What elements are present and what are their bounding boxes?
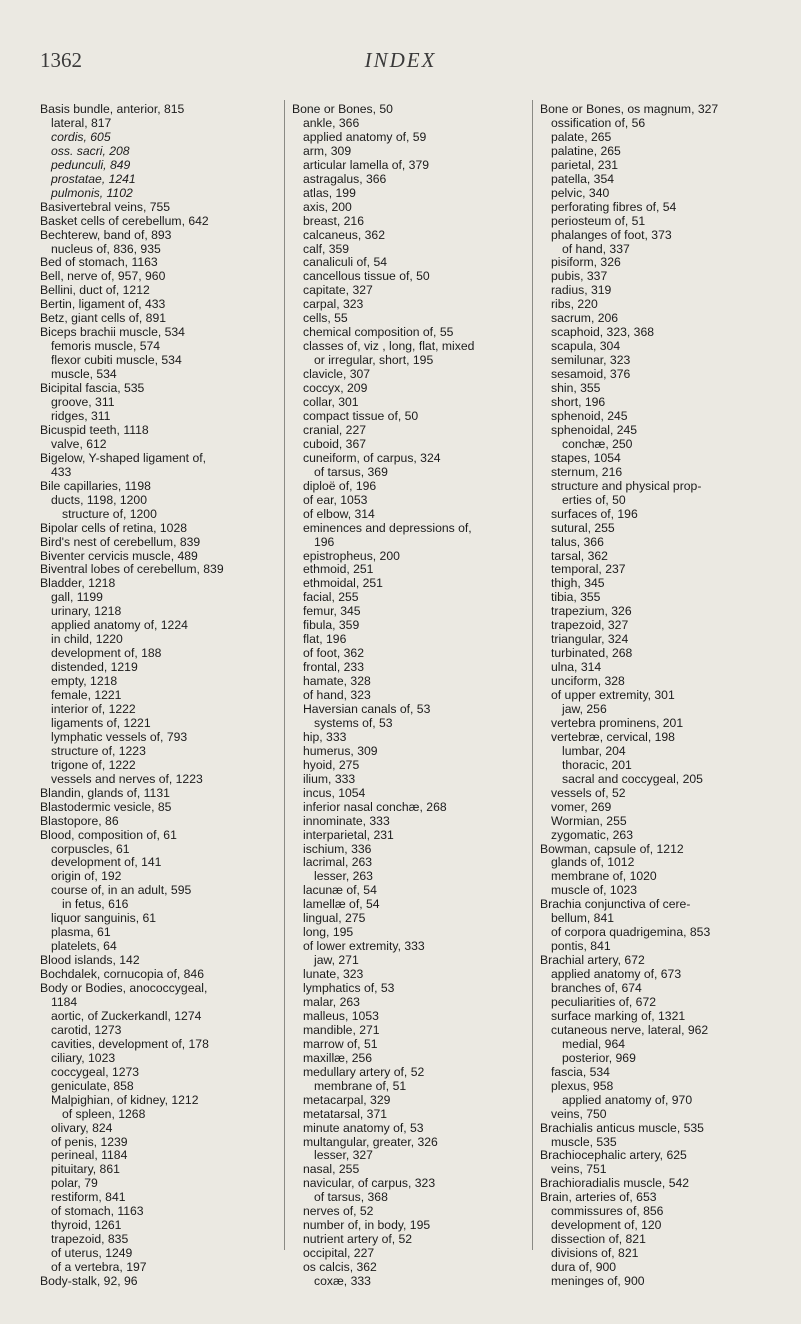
index-subentry: of corpora quadrigemina, 853 bbox=[551, 925, 711, 940]
index-entry: Blandin, glands of, 1131 bbox=[40, 785, 170, 800]
index-entry: Bipolar cells of retina, 1028 bbox=[40, 520, 188, 535]
index-subentry: femoris muscle, 574 bbox=[51, 339, 161, 354]
index-subentry: hip, 333 bbox=[303, 729, 347, 744]
index-subentry: groove, 311 bbox=[51, 395, 115, 410]
index-subentry: metatarsal, 371 bbox=[303, 1106, 388, 1121]
index-subentry: sutural, 255 bbox=[551, 520, 615, 535]
index-subentry: structure of, 1200 bbox=[62, 506, 157, 521]
index-subentry: erties of, 50 bbox=[562, 492, 626, 507]
index-subentry: trapezoid, 327 bbox=[551, 618, 629, 633]
index-subentry: of hand, 323 bbox=[303, 688, 371, 703]
index-subentry: ciliary, 1023 bbox=[51, 1050, 116, 1065]
index-subentry: cutaneous nerve, lateral, 962 bbox=[551, 1022, 709, 1037]
index-entry: Biventral lobes of cerebellum, 839 bbox=[40, 562, 224, 577]
index-subentry: lateral, 817 bbox=[51, 115, 112, 130]
index-subentry: malar, 263 bbox=[303, 995, 360, 1009]
index-subentry: frontal, 233 bbox=[303, 660, 364, 675]
index-subentry: tibia, 355 bbox=[551, 590, 601, 605]
index-subentry: long, 195 bbox=[303, 925, 354, 940]
index-subentry: semilunar, 323 bbox=[551, 353, 631, 368]
index-subentry: triangular, 324 bbox=[551, 632, 629, 647]
index-subentry: epistropheus, 200 bbox=[303, 548, 400, 563]
index-subentry: pisiform, 326 bbox=[551, 255, 621, 270]
index-entry: Brachia conjunctiva of cere- bbox=[540, 897, 691, 912]
index-subentry: aortic, of Zuckerkandl, 1274 bbox=[51, 1008, 202, 1023]
page-number: 1362 bbox=[40, 48, 82, 72]
index-subentry: articular lamella of, 379 bbox=[303, 157, 429, 172]
index-subentry: lumbar, 204 bbox=[562, 743, 626, 758]
index-subentry: arm, 309 bbox=[303, 143, 352, 158]
index-subentry: marrow of, 51 bbox=[303, 1036, 378, 1051]
running-head: INDEX bbox=[364, 48, 437, 72]
index-subentry: lacunæ of, 54 bbox=[303, 883, 377, 898]
index-subentry: pituitary, 861 bbox=[51, 1162, 120, 1177]
index-subentry: clavicle, 307 bbox=[303, 367, 371, 382]
index-subentry: vomer, 269 bbox=[551, 799, 612, 814]
index-subentry: lamellæ of, 54 bbox=[303, 897, 380, 912]
index-column-2 bbox=[292, 103, 536, 1289]
index-subentry: systems of, 53 bbox=[314, 715, 393, 730]
index-subentry: navicular, of carpus, 323 bbox=[303, 1176, 436, 1191]
index-subentry: ilium, 333 bbox=[303, 771, 356, 786]
index-subentry: short, 196 bbox=[551, 395, 606, 410]
index-subentry: fibula, 359 bbox=[303, 618, 360, 633]
index-subentry: development of, 120 bbox=[551, 1218, 662, 1233]
index-subentry: perineal, 1184 bbox=[51, 1148, 128, 1163]
index-subentry: lunate, 323 bbox=[303, 967, 364, 982]
index-subentry: posterior, 969 bbox=[562, 1050, 636, 1065]
index-subentry: lymphatics of, 53 bbox=[303, 981, 395, 996]
index-subentry: 196 bbox=[314, 534, 335, 549]
index-subentry: thyroid, 1261 bbox=[51, 1218, 122, 1233]
index-subentry: mandible, 271 bbox=[303, 1022, 380, 1037]
index-subentry: development of, 141 bbox=[51, 855, 162, 870]
index-subentry: femur, 345 bbox=[303, 604, 361, 619]
index-subentry: ulna, 314 bbox=[551, 660, 602, 675]
index-subentry: sphenoidal, 245 bbox=[551, 422, 638, 437]
index-subentry: flexor cubiti muscle, 534 bbox=[51, 353, 182, 368]
index-subentry: lacrimal, 263 bbox=[303, 855, 373, 870]
index-subentry: thigh, 345 bbox=[551, 576, 605, 591]
index-entry: Body or Bodies, anococcygeal, bbox=[40, 981, 208, 996]
index-subentry: trigone of, 1222 bbox=[51, 757, 136, 772]
index-subentry: cancellous tissue of, 50 bbox=[303, 269, 430, 284]
index-entry: Basket cells of cerebellum, 642 bbox=[40, 213, 209, 228]
index-entry: Bertin, ligament of, 433 bbox=[40, 297, 166, 312]
index-entry: Brachioradialis muscle, 542 bbox=[540, 1176, 690, 1191]
index-subentry: jaw, 271 bbox=[314, 953, 359, 968]
index-subentry: capitate, 327 bbox=[303, 283, 373, 298]
index-entry: Brachiocephalic artery, 625 bbox=[540, 1148, 687, 1163]
index-subentry: cranial, 227 bbox=[303, 422, 367, 437]
index-subentry: trapezium, 326 bbox=[551, 604, 632, 619]
index-subentry: female, 1221 bbox=[51, 688, 122, 703]
index-subentry: in fetus, 616 bbox=[62, 897, 129, 912]
index-subentry: pulmonis, 1102 bbox=[51, 185, 133, 200]
index-subentry: periosteum of, 51 bbox=[551, 213, 646, 228]
index-subentry: ossification of, 56 bbox=[551, 115, 646, 130]
index-entry: Brain, arteries of, 653 bbox=[540, 1190, 657, 1205]
index-subentry: multangular, greater, 326 bbox=[303, 1134, 438, 1149]
index-entry: Brachial artery, 672 bbox=[540, 953, 645, 968]
index-subentry: cordis, 605 bbox=[51, 129, 111, 144]
index-entry: Bigelow, Y-shaped ligament of, bbox=[40, 450, 206, 465]
index-entry: Bone or Bones, 50 bbox=[292, 102, 393, 116]
index-subentry: scaphoid, 323, 368 bbox=[551, 325, 654, 340]
index-subentry: 433 bbox=[51, 464, 72, 479]
index-subentry: humerus, 309 bbox=[303, 743, 378, 758]
index-subentry: muscle of, 1023 bbox=[551, 883, 638, 898]
index-entry: Bell, nerve of, 957, 960 bbox=[40, 269, 166, 284]
index-subentry: cuboid, 367 bbox=[303, 436, 367, 451]
index-subentry: of spleen, 1268 bbox=[62, 1106, 146, 1121]
index-subentry: divisions of, 821 bbox=[551, 1246, 639, 1261]
index-subentry: facial, 255 bbox=[303, 590, 359, 605]
index-subentry: minute anatomy of, 53 bbox=[303, 1120, 424, 1135]
index-subentry: inferior nasal conchæ, 268 bbox=[303, 799, 447, 814]
index-subentry: malleus, 1053 bbox=[303, 1008, 379, 1023]
index-subentry: ischium, 336 bbox=[303, 841, 372, 856]
index-subentry: course of, in an adult, 595 bbox=[51, 883, 192, 898]
index-subentry: sphenoid, 245 bbox=[551, 408, 628, 423]
index-subentry: fascia, 534 bbox=[551, 1064, 610, 1079]
index-subentry: pelvic, 340 bbox=[551, 185, 610, 200]
index-subentry: liquor sanguinis, 61 bbox=[51, 911, 157, 926]
column-divider bbox=[284, 100, 285, 1250]
index-subentry: lesser, 263 bbox=[314, 869, 373, 884]
index-subentry: trapezoid, 835 bbox=[51, 1232, 129, 1247]
index-subentry: medial, 964 bbox=[562, 1036, 626, 1051]
index-subentry: metacarpal, 329 bbox=[303, 1092, 391, 1107]
index-subentry: polar, 79 bbox=[51, 1176, 98, 1191]
index-subentry: of penis, 1239 bbox=[51, 1134, 128, 1149]
index-subentry: ridges, 311 bbox=[51, 408, 111, 423]
index-subentry: diploë of, 196 bbox=[303, 478, 377, 493]
index-subentry: scapula, 304 bbox=[551, 339, 621, 354]
index-subentry: flat, 196 bbox=[303, 632, 347, 647]
index-subentry: of ear, 1053 bbox=[303, 492, 368, 507]
index-subentry: medullary artery of, 52 bbox=[303, 1064, 425, 1079]
index-subentry: hamate, 328 bbox=[303, 674, 371, 689]
index-entry: Bochdalek, cornucopia of, 846 bbox=[40, 967, 204, 982]
page-header bbox=[0, 0, 801, 90]
index-subentry: dura of, 900 bbox=[551, 1260, 617, 1275]
index-subentry: Malpighian, of kidney, 1212 bbox=[51, 1092, 199, 1107]
index-subentry: cuneiform, of carpus, 324 bbox=[303, 450, 441, 465]
index-subentry: number of, in body, 195 bbox=[303, 1218, 431, 1233]
index-subentry: of stomach, 1163 bbox=[51, 1204, 144, 1219]
index-subentry: parietal, 231 bbox=[551, 157, 619, 172]
index-subentry: jaw, 256 bbox=[562, 701, 607, 716]
index-subentry: sacral and coccygeal, 205 bbox=[562, 771, 703, 786]
index-entry: Bowman, capsule of, 1212 bbox=[540, 841, 684, 856]
index-subentry: surfaces of, 196 bbox=[551, 506, 638, 521]
index-subentry: coxæ, 333 bbox=[314, 1274, 371, 1289]
index-subentry: valve, 612 bbox=[51, 436, 107, 451]
index-subentry: phalanges of foot, 373 bbox=[551, 227, 672, 242]
index-subentry: origin of, 192 bbox=[51, 869, 122, 884]
index-subentry: os calcis, 362 bbox=[303, 1260, 377, 1275]
index-subentry: tarsal, 362 bbox=[551, 548, 608, 563]
index-subentry: of uterus, 1249 bbox=[51, 1246, 133, 1261]
index-subentry: vertebræ, cervical, 198 bbox=[551, 729, 675, 744]
index-subentry: branches of, 674 bbox=[551, 981, 642, 996]
index-entry: Bechterew, band of, 893 bbox=[40, 227, 172, 242]
index-subentry: collar, 301 bbox=[303, 395, 359, 410]
index-subentry: lymphatic vessels of, 793 bbox=[51, 729, 188, 744]
index-entry: Bile capillaries, 1198 bbox=[40, 478, 151, 493]
index-subentry: distended, 1219 bbox=[51, 660, 138, 675]
index-entry: Bird's nest of cerebellum, 839 bbox=[40, 534, 201, 549]
index-subentry: meninges of, 900 bbox=[551, 1274, 645, 1289]
index-subentry: innominate, 333 bbox=[303, 813, 390, 828]
index-subentry: plasma, 61 bbox=[51, 925, 111, 940]
index-subentry: vessels of, 52 bbox=[551, 785, 626, 800]
index-entry: Bicipital fascia, 535 bbox=[40, 381, 145, 396]
index-subentry: membrane of, 1020 bbox=[551, 869, 657, 884]
index-subentry: interior of, 1222 bbox=[51, 701, 136, 716]
index-subentry: nucleus of, 836, 935 bbox=[51, 241, 161, 256]
index-entry: Blood, composition of, 61 bbox=[40, 827, 177, 842]
index-subentry: coccygeal, 1273 bbox=[51, 1064, 140, 1079]
index-subentry: pontis, 841 bbox=[551, 939, 611, 954]
index-subentry: applied anatomy of, 59 bbox=[303, 129, 427, 144]
index-subentry: veins, 751 bbox=[551, 1162, 607, 1177]
index-subentry: ethmoid, 251 bbox=[303, 562, 374, 577]
index-entry: Bone or Bones, os magnum, 327 bbox=[540, 102, 719, 116]
index-subentry: 1184 bbox=[51, 995, 78, 1009]
index-subentry: stapes, 1054 bbox=[551, 450, 621, 465]
index-subentry: sesamoid, 376 bbox=[551, 367, 631, 382]
index-subentry: hyoid, 275 bbox=[303, 757, 360, 772]
index-subentry: canaliculi of, 54 bbox=[303, 255, 388, 270]
index-column-3 bbox=[540, 103, 792, 1289]
index-subentry: ribs, 220 bbox=[551, 297, 598, 312]
index-subentry: applied anatomy of, 673 bbox=[551, 967, 682, 982]
index-subentry: carotid, 1273 bbox=[51, 1022, 122, 1037]
index-subentry: patella, 354 bbox=[551, 171, 615, 186]
index-entry: Bed of stomach, 1163 bbox=[40, 255, 158, 270]
index-subentry: empty, 1218 bbox=[51, 674, 118, 689]
index-subentry: calcaneus, 362 bbox=[303, 227, 385, 242]
index-subentry: of tarsus, 368 bbox=[314, 1190, 388, 1205]
index-subentry: conchæ, 250 bbox=[562, 436, 633, 451]
index-subentry: radius, 319 bbox=[551, 283, 612, 298]
index-entry: Blastodermic vesicle, 85 bbox=[40, 799, 172, 814]
index-subentry: shin, 355 bbox=[551, 381, 601, 396]
index-subentry: sacrum, 206 bbox=[551, 311, 619, 326]
index-subentry: ligaments of, 1221 bbox=[51, 715, 151, 730]
index-subentry: dissection of, 821 bbox=[551, 1232, 646, 1247]
index-subentry: perforating fibres of, 54 bbox=[551, 199, 677, 214]
index-subentry: maxillæ, 256 bbox=[303, 1050, 373, 1065]
index-subentry: temporal, 237 bbox=[551, 562, 626, 577]
index-subentry: zygomatic, 263 bbox=[551, 827, 633, 842]
index-subentry: Wormian, 255 bbox=[551, 813, 627, 828]
index-subentry: turbinated, 268 bbox=[551, 646, 633, 661]
index-subentry: structure and physical prop- bbox=[551, 478, 702, 493]
index-subentry: of hand, 337 bbox=[562, 241, 630, 256]
index-entry: Body-stalk, 92, 96 bbox=[40, 1274, 138, 1289]
index-subentry: oss. sacri, 208 bbox=[51, 143, 130, 158]
index-subentry: breast, 216 bbox=[303, 213, 364, 228]
index-entry: Biventer cervicis muscle, 489 bbox=[40, 548, 198, 563]
index-entry: Biceps brachii muscle, 534 bbox=[40, 325, 185, 340]
index-subentry: muscle, 534 bbox=[51, 367, 117, 382]
index-subentry: lingual, 275 bbox=[303, 911, 366, 926]
index-subentry: restiform, 841 bbox=[51, 1190, 126, 1205]
index-subentry: olivary, 824 bbox=[51, 1120, 113, 1135]
index-subentry: vessels and nerves of, 1223 bbox=[51, 771, 203, 786]
index-entry: Blastopore, 86 bbox=[40, 813, 119, 828]
index-subentry: sternum, 216 bbox=[551, 464, 623, 479]
index-subentry: ethmoidal, 251 bbox=[303, 576, 383, 591]
index-subentry: palate, 265 bbox=[551, 129, 612, 144]
index-subentry: veins, 750 bbox=[551, 1106, 607, 1121]
index-entry: Betz, giant cells of, 891 bbox=[40, 311, 167, 326]
index-subentry: vertebra prominens, 201 bbox=[551, 715, 684, 730]
index-subentry: prostatae, 1241 bbox=[51, 171, 136, 186]
index-subentry: peculiarities of, 672 bbox=[551, 995, 657, 1009]
index-subentry: axis, 200 bbox=[303, 199, 352, 214]
index-subentry: incus, 1054 bbox=[303, 785, 366, 800]
index-subentry: nasal, 255 bbox=[303, 1162, 360, 1177]
index-subentry: talus, 366 bbox=[551, 534, 604, 549]
index-subentry: classes of, viz , long, flat, mixed bbox=[303, 339, 475, 354]
index-subentry: muscle, 535 bbox=[551, 1134, 617, 1149]
index-subentry: surface marking of, 1321 bbox=[551, 1008, 686, 1023]
index-subentry: compact tissue of, 50 bbox=[303, 408, 419, 423]
index-subentry: ankle, 366 bbox=[303, 115, 360, 130]
index-subentry: nutrient artery of, 52 bbox=[303, 1232, 413, 1247]
index-subentry: of a vertebra, 197 bbox=[51, 1260, 147, 1275]
index-entry: Bellini, duct of, 1212 bbox=[40, 283, 150, 298]
index-entry: Brachialis anticus muscle, 535 bbox=[540, 1120, 704, 1135]
index-subentry: coccyx, 209 bbox=[303, 381, 368, 396]
index-subentry: applied anatomy of, 970 bbox=[562, 1092, 693, 1107]
index-column-1 bbox=[40, 103, 284, 1289]
index-entry: Blood islands, 142 bbox=[40, 953, 140, 968]
index-subentry: urinary, 1218 bbox=[51, 604, 122, 619]
index-subentry: gall, 1199 bbox=[51, 590, 103, 605]
index-subentry: cavities, development of, 178 bbox=[51, 1036, 209, 1051]
index-subentry: of upper extremity, 301 bbox=[551, 688, 675, 703]
index-subentry: membrane of, 51 bbox=[314, 1078, 407, 1093]
index-subentry: pubis, 337 bbox=[551, 269, 608, 284]
index-subentry: in child, 1220 bbox=[51, 632, 123, 647]
index-subentry: of foot, 362 bbox=[303, 646, 364, 661]
index-subentry: development of, 188 bbox=[51, 646, 162, 661]
index-entry: Bladder, 1218 bbox=[40, 576, 116, 591]
index-subentry: palatine, 265 bbox=[551, 143, 621, 158]
index-subentry: plexus, 958 bbox=[551, 1078, 614, 1093]
index-subentry: ducts, 1198, 1200 bbox=[51, 492, 147, 507]
index-entry: Basis bundle, anterior, 815 bbox=[40, 102, 185, 116]
index-subentry: chemical composition of, 55 bbox=[303, 325, 454, 340]
index-subentry: applied anatomy of, 1224 bbox=[51, 618, 188, 633]
index-subentry: pedunculi, 849 bbox=[51, 157, 131, 172]
index-subentry: atlas, 199 bbox=[303, 185, 356, 200]
index-subentry: corpuscles, 61 bbox=[51, 841, 130, 856]
index-subentry: commissures of, 856 bbox=[551, 1204, 664, 1219]
index-subentry: bellum, 841 bbox=[551, 911, 615, 926]
index-subentry: astragalus, 366 bbox=[303, 171, 387, 186]
index-subentry: carpal, 323 bbox=[303, 297, 364, 312]
index-subentry: or irregular, short, 195 bbox=[314, 353, 434, 368]
index-subentry: of lower extremity, 333 bbox=[303, 939, 425, 954]
index-subentry: interparietal, 231 bbox=[303, 827, 394, 842]
index-subentry: unciform, 328 bbox=[551, 674, 625, 689]
index-subentry: structure of, 1223 bbox=[51, 743, 146, 758]
index-subentry: lesser, 327 bbox=[314, 1148, 373, 1163]
index-subentry: of tarsus, 369 bbox=[314, 464, 388, 479]
index-subentry: occipital, 227 bbox=[303, 1246, 375, 1261]
index-subentry: calf, 359 bbox=[303, 241, 350, 256]
index-subentry: cells, 55 bbox=[303, 311, 348, 326]
index-subentry: glands of, 1012 bbox=[551, 855, 635, 870]
index-subentry: Haversian canals of, 53 bbox=[303, 701, 431, 716]
index-subentry: platelets, 64 bbox=[51, 939, 117, 954]
index-subentry: nerves of, 52 bbox=[303, 1204, 374, 1219]
index-subentry: thoracic, 201 bbox=[562, 757, 632, 772]
index-entry: Bicuspid teeth, 1118 bbox=[40, 422, 149, 437]
index-subentry: eminences and depressions of, bbox=[303, 520, 472, 535]
index-subentry: geniculate, 858 bbox=[51, 1078, 134, 1093]
index-entry: Basivertebral veins, 755 bbox=[40, 199, 171, 214]
index-subentry: of elbow, 314 bbox=[303, 506, 375, 521]
